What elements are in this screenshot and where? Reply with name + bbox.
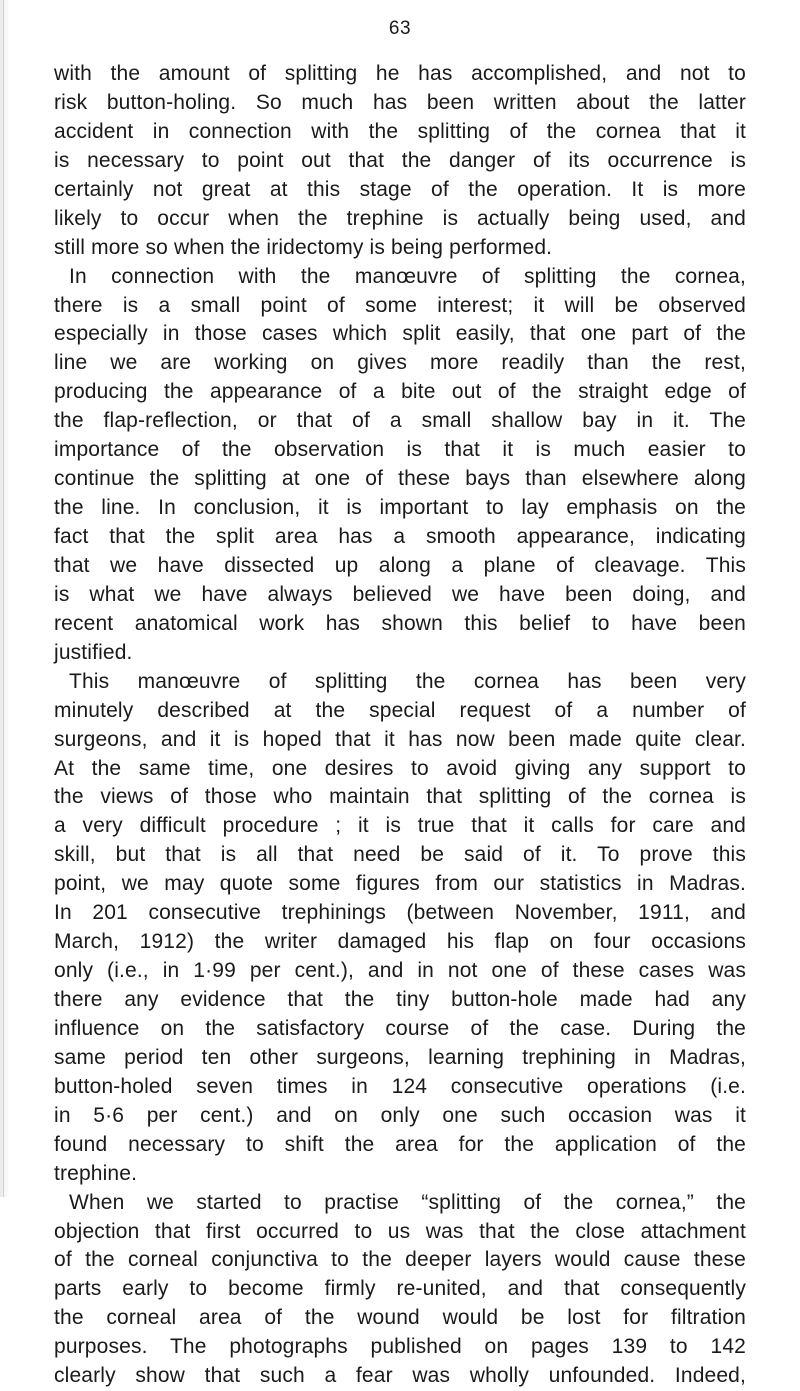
text-line: the line. In conclusion, it is important to lay emphasis on the: [54, 496, 746, 520]
text-line: certainly not great at this stage of the operation. It is more: [54, 177, 746, 201]
text-line: When we started to practise “splitting of the cornea,” the: [69, 1190, 746, 1214]
text-line: with the amount of splitting he has accomplished, and not to: [54, 62, 746, 85]
text-line: justified.: [54, 640, 133, 664]
text-line: trephine.: [54, 1161, 138, 1185]
text-line: surgeons, and it is hoped that it has now been made quite clear.: [54, 727, 746, 751]
text-line: At the same time, one desires to avoid giving any support to: [54, 756, 746, 780]
text-line: This manœuvre of splitting the cornea has been very: [69, 669, 746, 693]
text-line: point, we may quote some figures from our statistics in Madras.: [54, 872, 746, 896]
text-line: continue the splitting at one of these bays than elsewhere along: [54, 467, 746, 491]
text-line: risk button-holing. So much has been written about the latter: [54, 90, 746, 114]
text-line: the corneal area of the wound would be lost for filtration: [54, 1306, 746, 1330]
text-line: minutely described at the special request of a number of: [54, 698, 746, 722]
text-line: is necessary to point out that the danger of its occurrence is: [54, 148, 746, 172]
body-text: [54, 60, 746, 1391]
page-binding-line: [3, 0, 4, 1197]
text-line: purposes. The photographs published on pages 139 to 142: [54, 1335, 746, 1359]
text-line: fact that the split area has a smooth appearance, indicating: [54, 525, 746, 548]
text-line: still more so when the iridectomy is being performed.: [54, 235, 553, 259]
text-line: skill, but that is all that need be said of it. To prove this: [54, 843, 746, 867]
text-line: influence on the satisfactory course of the case. During the: [54, 1016, 746, 1040]
text-line: in 5·6 per cent.) and on only one such occasion was it: [54, 1103, 746, 1127]
text-line: clearly show that such a fear was wholly unfounded. Indeed,: [54, 1364, 746, 1388]
text-line: importance of the observation is that it is much easier to: [54, 438, 746, 462]
text-line: of the corneal conjunctiva to the deeper layers would cause these: [54, 1248, 746, 1272]
text-line: In 201 consecutive trephinings (between November, 1911, and: [54, 901, 746, 925]
text-line: there is a small point of some interest; it will be observed: [54, 293, 746, 317]
text-line: same period ten other surgeons, learning trephining in Madras,: [54, 1045, 746, 1069]
text-line: parts early to become firmly re-united, and that consequently: [54, 1277, 746, 1301]
text-line: found necessary to shift the area for the application of the: [54, 1132, 746, 1156]
text-line: there any evidence that the tiny button-hole made had any: [54, 988, 746, 1011]
text-line: the views of those who maintain that splitting of the cornea is: [54, 785, 746, 809]
text-line: recent anatomical work has shown this belief to have been: [54, 611, 746, 635]
text-line: In connection with the manœuvre of splitting the cornea,: [69, 264, 746, 288]
text-line: a very difficult procedure ; it is true that it calls for care and: [54, 814, 746, 838]
page-binding-edge: [0, 0, 10, 1197]
text-line: that we have dissected up along a plane of cleavage. This: [54, 553, 746, 577]
text-line: only (i.e., in 1·99 per cent.), and in not one of these cases was: [54, 959, 746, 983]
text-line: the flap-reflection, or that of a small shallow bay in it. The: [54, 409, 746, 433]
text-line: producing the appearance of a bite out of the straight edge of: [54, 380, 746, 404]
text-line: button-holed seven times in 124 consecutive operations (i.e.: [54, 1074, 746, 1098]
text-line: especially in those cases which split easily, that one part of the: [54, 322, 746, 346]
page-number: 63: [388, 18, 412, 39]
text-line: is what we have always believed we have been doing, and: [54, 582, 746, 606]
text-line: likely to occur when the trephine is actually being used, and: [54, 206, 746, 230]
text-line: objection that first occurred to us was that the close attachment: [54, 1219, 746, 1243]
text-line: line we are working on gives more readily than the rest,: [54, 351, 746, 375]
text-line: March, 1912) the writer damaged his flap on four occasions: [54, 930, 746, 954]
text-line: accident in connection with the splitting of the cornea that it: [54, 119, 746, 143]
